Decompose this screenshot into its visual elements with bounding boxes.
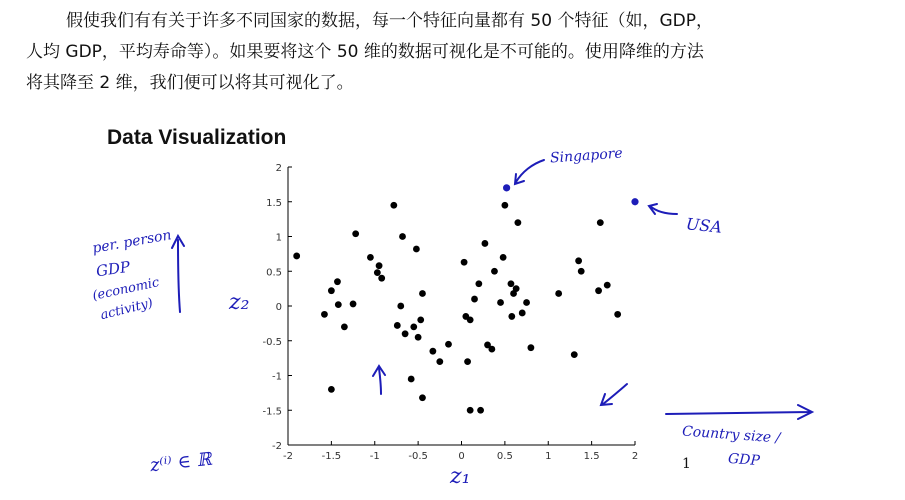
data-point bbox=[597, 219, 604, 226]
data-point bbox=[293, 253, 300, 260]
data-point bbox=[461, 259, 468, 266]
data-point bbox=[417, 317, 424, 324]
data-point bbox=[402, 330, 409, 337]
y-note-line-1: per. person bbox=[91, 227, 173, 257]
data-point bbox=[399, 233, 406, 240]
data-point bbox=[378, 275, 385, 282]
data-point bbox=[523, 299, 530, 306]
z2-axis-label: z₂ bbox=[229, 290, 250, 315]
y-tick-label: 1.5 bbox=[266, 197, 282, 209]
data-point bbox=[335, 301, 342, 308]
data-point bbox=[321, 311, 328, 318]
paragraph-line-2: 人均 GDP，平均寿命等）。如果要将这个 50 维的数据可视化是不可能的。使用降维的方法 bbox=[26, 42, 704, 62]
data-point bbox=[367, 254, 374, 261]
x-tick-label: -1.5 bbox=[321, 451, 342, 462]
data-point bbox=[513, 285, 520, 292]
data-point bbox=[467, 407, 474, 414]
data-point bbox=[571, 351, 578, 358]
data-point bbox=[508, 280, 515, 287]
y-note-line-4: activity) bbox=[98, 295, 155, 324]
y-tick-label: -1 bbox=[272, 371, 282, 383]
data-point bbox=[477, 407, 484, 414]
formula-annotation: z⁽ⁱ⁾ ∈ ℝ bbox=[149, 448, 213, 477]
data-point bbox=[429, 348, 436, 355]
data-point bbox=[352, 230, 359, 237]
data-point bbox=[413, 246, 420, 253]
x-tick-label: 1 bbox=[545, 451, 552, 462]
data-point bbox=[475, 280, 482, 287]
y-note-line-2: GDP bbox=[94, 257, 132, 281]
point-arrow-right bbox=[601, 384, 627, 405]
y-tick-label: -2 bbox=[272, 441, 282, 452]
data-point bbox=[528, 344, 535, 351]
usa-arrow bbox=[649, 204, 677, 214]
singapore-arrow bbox=[515, 160, 544, 184]
x-tick-label: -1 bbox=[369, 451, 380, 462]
data-point bbox=[419, 394, 426, 401]
data-point bbox=[408, 376, 415, 383]
data-point bbox=[467, 317, 474, 324]
plot-points bbox=[293, 184, 638, 413]
z1-axis-label: z₁ bbox=[450, 464, 471, 489]
y-tick-label: 2 bbox=[275, 163, 282, 174]
y-tick-label: 1 bbox=[275, 232, 282, 244]
data-point bbox=[350, 301, 357, 308]
figure-title: Data Visualization bbox=[107, 126, 287, 149]
data-point bbox=[519, 310, 526, 317]
x-tick-label: 2 bbox=[631, 451, 639, 462]
singapore-label: Singapore bbox=[549, 145, 624, 167]
data-point bbox=[482, 240, 489, 247]
x-note-line-1: Country size / bbox=[681, 423, 781, 447]
x-tick-label: 0.5 bbox=[496, 451, 513, 462]
usa-label: USA bbox=[685, 214, 723, 237]
data-point bbox=[464, 358, 471, 365]
y-tick-label: -1.5 bbox=[262, 406, 282, 418]
data-point bbox=[488, 346, 495, 353]
x-tick-label: 1.5 bbox=[583, 451, 600, 462]
data-point bbox=[397, 303, 404, 310]
data-point bbox=[334, 278, 341, 285]
paragraph-line-3: 将其降至 2 维，我们便可以将其可视化了。 bbox=[26, 73, 354, 93]
data-point bbox=[604, 282, 611, 289]
data-point bbox=[555, 290, 562, 297]
data-point bbox=[415, 334, 422, 341]
data-point bbox=[419, 290, 426, 297]
x-tick-label: 0 bbox=[458, 451, 465, 462]
intro-paragraph bbox=[26, 6, 886, 99]
data-point bbox=[500, 254, 507, 261]
data-point bbox=[410, 323, 417, 330]
highlighted-point-singapore bbox=[503, 184, 510, 191]
data-point bbox=[328, 386, 335, 393]
y-note-line-3: (economic bbox=[91, 275, 161, 304]
y-tick-label: -0.5 bbox=[262, 336, 282, 348]
y-tick-label: 0 bbox=[275, 302, 282, 313]
x-note-line-2: GDP bbox=[727, 450, 761, 470]
stray-mark: 1 bbox=[682, 456, 691, 472]
data-point bbox=[471, 296, 478, 303]
plot-axes bbox=[262, 163, 638, 462]
y-tick-label: 0.5 bbox=[266, 267, 282, 279]
data-point bbox=[376, 262, 383, 269]
data-point bbox=[501, 202, 508, 209]
data-point bbox=[394, 322, 401, 329]
data-point bbox=[575, 257, 582, 264]
data-point bbox=[508, 313, 515, 320]
data-point bbox=[497, 299, 504, 306]
data-point bbox=[445, 341, 452, 348]
x-tick-label: -2 bbox=[283, 451, 293, 462]
data-visualization-figure bbox=[92, 122, 844, 500]
data-point bbox=[390, 202, 397, 209]
data-point bbox=[436, 358, 443, 365]
x-tick-label: -0.5 bbox=[408, 451, 428, 462]
data-point bbox=[374, 269, 381, 276]
y-direction-arrow bbox=[172, 236, 184, 312]
data-point bbox=[341, 323, 348, 330]
data-point bbox=[328, 287, 335, 294]
data-point bbox=[578, 268, 585, 275]
highlighted-point-usa bbox=[631, 198, 638, 205]
data-point bbox=[514, 219, 521, 226]
x-direction-arrow bbox=[666, 405, 812, 419]
data-point bbox=[595, 287, 602, 294]
data-point bbox=[614, 311, 621, 318]
data-point bbox=[491, 268, 498, 275]
point-arrow-left bbox=[373, 366, 385, 394]
paragraph-line-1: 假使我们有有关于许多不同国家的数据，每一个特征向量都有 50 个特征（如，GDP， bbox=[66, 11, 713, 31]
scatter-plot bbox=[92, 122, 844, 500]
